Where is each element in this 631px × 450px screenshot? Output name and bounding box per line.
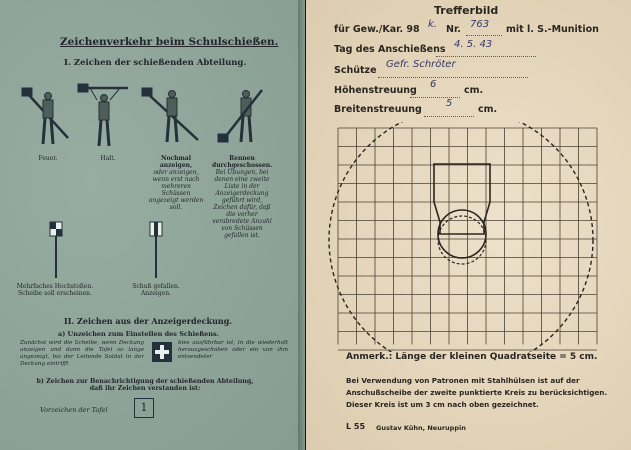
- signal-3-label: Nochmal anzeigen,: [159, 155, 193, 169]
- width-spread-value: 5: [446, 98, 453, 109]
- text-a-right: bies ausführbar ist, in die wiederholt herausgeschoben oder ein von ihm entsendeter: [178, 340, 288, 360]
- date-line: [436, 56, 536, 57]
- rifle-nr-line: [466, 35, 502, 36]
- shooter-label: Schütze: [334, 65, 377, 76]
- height-spread-line: [410, 97, 460, 98]
- cross-board-icon: [152, 342, 172, 362]
- section-2-heading: II. Zeichen aus der Anzeigerdeckung.: [64, 316, 233, 326]
- soldier-repeat-icon: [142, 88, 198, 142]
- sub-b-heading: b) Zeichen zur Benachrichtigung der schießenden Abteilung, daß ihr Zeichen verstanden ist:: [36, 378, 254, 392]
- section-1-heading: I. Zeichen der schießenden Abteilung.: [64, 58, 247, 68]
- signal-3-desc: oder anzeigen, wenn erst nach mehreren Schüssen angezeigt werden soll.: [148, 169, 204, 211]
- rifle-nr-label: Nr.: [446, 24, 461, 35]
- signal-1-label: Feuer.: [38, 155, 58, 162]
- signal-2-label: Halt.: [100, 155, 116, 162]
- checkered-flag-icon: [50, 222, 62, 278]
- sub-a-heading: a) Unzeichen zum Einstellen des Schießens.: [58, 330, 219, 338]
- width-spread-label: Breitenstreuung: [334, 104, 422, 115]
- board-number: 1: [140, 401, 148, 414]
- sign-text: Vorzeichen der Tafel: [40, 406, 108, 414]
- signal-4-desc: Bei Übungen, bei denen eine zweite Liste in der Anzeigerdeckung geführt wird, Zeichen dafür, daß die vorher verabredete Anzahl von Schüssen gefallen ist.: [212, 169, 272, 239]
- right-title: Trefferbild: [434, 4, 499, 17]
- board-number-box: [134, 398, 154, 418]
- printer: Gustav Kühn, Neuruppin: [376, 424, 466, 432]
- width-spread-line: [424, 116, 474, 117]
- left-title: Zeichenverkehr beim Schulschießen.: [60, 36, 279, 48]
- hit-circle-offset: [438, 216, 486, 264]
- soldier-halt-icon: [78, 84, 128, 146]
- signal-3: [148, 155, 204, 211]
- rifle-type-hand: k.: [428, 19, 437, 30]
- date-label: Tag des Anschießens: [334, 44, 446, 55]
- rifle-nr-value: 763: [470, 19, 490, 30]
- flag-2-label: Schuß gefallen. Anzeigen.: [132, 283, 180, 297]
- right-page: [306, 0, 631, 450]
- rifle-type-label: für Gew./Kar. 98: [334, 24, 420, 35]
- annotation: Anmerk.: Länge der kleinen Quadratseite = 5 cm.: [346, 352, 598, 362]
- signal-4-label: Rennen durchgeschossen.: [212, 155, 273, 169]
- form-number: L 55: [346, 422, 366, 431]
- shooter-line: [378, 77, 528, 78]
- footnote-1: Bei Verwendung von Patronen mit Stahlhülsen ist auf der: [346, 376, 580, 385]
- target-grid: [324, 122, 614, 352]
- date-value: 4. 5. 43: [454, 39, 493, 50]
- height-spread-label: Höhenstreuung: [334, 85, 417, 96]
- left-page: [0, 0, 305, 450]
- aiming-mark: [434, 164, 490, 234]
- height-spread-unit: cm.: [464, 85, 484, 96]
- grid-lines: [338, 128, 597, 350]
- height-spread-value: 6: [430, 79, 437, 90]
- ammo-label: mit l. S.-Munition: [506, 24, 599, 35]
- striped-flag-icon: [150, 222, 162, 278]
- outer-dotted-circle: [329, 122, 593, 352]
- soldier-complete-icon: [218, 90, 262, 142]
- flag-signals: [0, 218, 305, 288]
- width-spread-unit: cm.: [478, 104, 498, 115]
- shooter-value: Gefr. Schröter: [386, 59, 456, 70]
- footnote-3: Dieser Kreis ist um 3 cm nach oben gezeichnet.: [346, 400, 539, 409]
- footnote-2: Anschußscheibe der zweite punktierte Kreis zu berücksichtigen.: [346, 388, 608, 397]
- soldier-fire-icon: [22, 88, 68, 144]
- text-a-left: Zunächst wird die Scheibe, wenn Deckung anzeigen und dann die Tafel so lange angezeigt, bis der Leitende Soldat in der Deckung eintrifft: [20, 340, 144, 367]
- flag-1-label: Mehrfaches Hochstoßen. Scheibe soll erscheinen.: [16, 283, 94, 297]
